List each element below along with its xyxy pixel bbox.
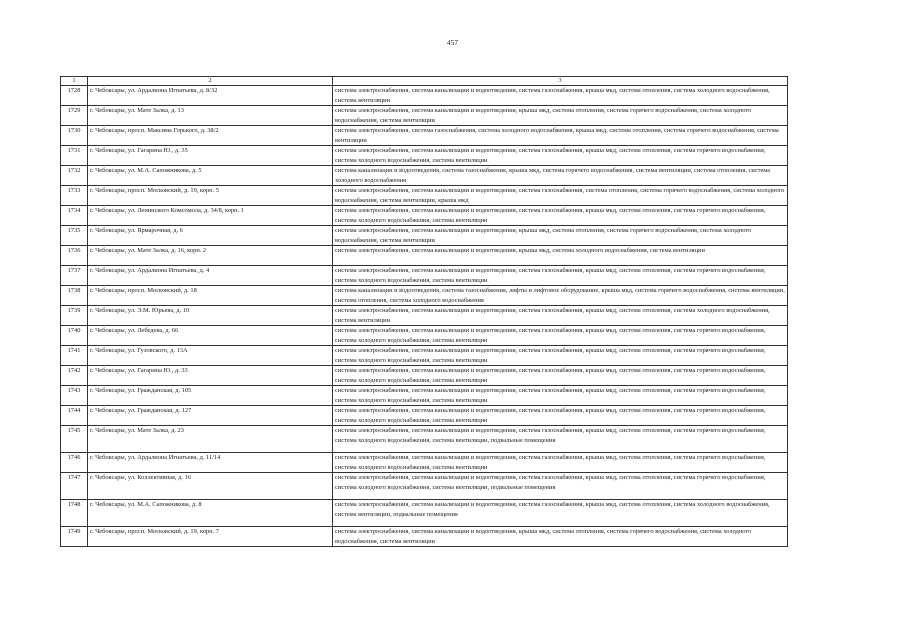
table-row	[61, 453, 788, 473]
row-number: 1740	[61, 326, 88, 346]
table-row	[61, 500, 788, 527]
row-systems: система электроснабжения, система канализации и водоотведения, система газоснабжения, крыша мкд, система отопления, система горячего водоснабжения, система холодного водоснабжения, система вентиляции	[333, 386, 788, 406]
row-number: 1746	[61, 453, 88, 473]
row-number: 1748	[61, 500, 88, 527]
row-address: г. Чебоксары, ул. Мате Залка, д. 23	[88, 426, 333, 453]
table-row	[61, 86, 788, 106]
row-address: г. Чебоксары, ул. Мате Залка, д. 16, корп. 2	[88, 246, 333, 266]
table-row	[61, 246, 788, 266]
row-number: 1734	[61, 206, 88, 226]
table-header	[61, 77, 788, 86]
row-number: 1730	[61, 126, 88, 146]
row-number: 1747	[61, 473, 88, 500]
table-row	[61, 527, 788, 547]
row-address: г. Чебоксары, ул. Ярмарочная, д. 6	[88, 226, 333, 246]
row-number: 1739	[61, 306, 88, 326]
row-number: 1744	[61, 406, 88, 426]
table-row	[61, 406, 788, 426]
row-number: 1745	[61, 426, 88, 453]
row-systems: система электроснабжения, система канализации и водоотведения, система газоснабжения, крыша мкд, система отопления, система горячего водоснабжения, система холодного водоснабжения, система вентиляции	[333, 453, 788, 473]
row-systems: система канализации и водоотведения, система газоснабжения, крыша мкд, система горячего водоснабжения, система вентиляции, система отопления, система холодного водоснабжения	[333, 166, 788, 186]
row-systems: система электроснабжения, система канализации и водоотведения, система газоснабжения, система отопления, система горячего водоснабжения, система холодного водоснабжения, система вентиляции, крыша мкд	[333, 186, 788, 206]
column-header-2: 2	[88, 77, 333, 86]
table-row	[61, 346, 788, 366]
housing-register-table	[60, 76, 788, 547]
table-row	[61, 426, 788, 453]
row-number: 1733	[61, 186, 88, 206]
row-systems: система электроснабжения, система канализации и водоотведения, система газоснабжения, крыша мкд, система отопления, система горячего водоснабжения, система холодного водоснабжения, система вентиляции, подвальные помещения	[333, 473, 788, 500]
row-address: г. Чебоксары, ул. М.А. Сапожникова, д. 5	[88, 166, 333, 186]
row-systems: система электроснабжения, система канализации и водоотведения, система газоснабжения, крыша мкд, система отопления, система холодного водоснабжения, система вентиляции	[333, 86, 788, 106]
table-row	[61, 126, 788, 146]
row-address: г. Чебоксары, просп. Московский, д. 18	[88, 286, 333, 306]
column-header-3: 3	[333, 77, 788, 86]
row-number: 1737	[61, 266, 88, 286]
row-systems: система электроснабжения, система канализации и водоотведения, крыша мкд, система холодного водоснабжения, система вентиляции	[333, 246, 788, 266]
row-address: г. Чебоксары, ул. М.А. Сапожникова, д. 8	[88, 500, 333, 527]
table-row	[61, 473, 788, 500]
table-row	[61, 326, 788, 346]
table-row	[61, 306, 788, 326]
row-address: г. Чебоксары, ул. Ленинского Комсомола, д. 34/8, корп. 1	[88, 206, 333, 226]
header-row	[61, 77, 788, 86]
row-number: 1749	[61, 527, 88, 547]
row-address: г. Чебоксары, ул. Гагарина Ю., д. 35	[88, 146, 333, 166]
row-systems: система электроснабжения, система газоснабжения, система холодного водоснабжения, крыша мкд, система отопления, система горячего водоснабжения, система вентиляции	[333, 126, 788, 146]
row-address: г. Чебоксары, ул. Мате Залка, д. 13	[88, 106, 333, 126]
row-number: 1729	[61, 106, 88, 126]
row-address: г. Чебоксары, ул. Ардалиона Игнатьева, д. 4	[88, 266, 333, 286]
row-systems: система электроснабжения, система канализации и водоотведения, крыша мкд, система отопления, система горячего водоснабжения, система холодного водоснабжения, система вентиляции	[333, 527, 788, 547]
row-number: 1728	[61, 86, 88, 106]
row-address: г. Чебоксары, просп. Московский, д. 19, корп. 7	[88, 527, 333, 547]
row-address: г. Чебоксары, ул. Гражданская, д. 127	[88, 406, 333, 426]
table-row	[61, 206, 788, 226]
row-systems: система канализации и водоотведения, система газоснабжения, лифты и лифтовое оборудование, крыша мкд, система горячего водоснабжения, система вентиляции, система отопления, система холодного водоснабжения	[333, 286, 788, 306]
row-systems: система электроснабжения, система канализации и водоотведения, система газоснабжения, крыша мкд, система отопления, система холодного водоснабжения, система вентиляции	[333, 306, 788, 326]
row-address: г. Чебоксары, просп. Московский, д. 19, корп. 5	[88, 186, 333, 206]
row-systems: система электроснабжения, система канализации и водоотведения, система газоснабжения, крыша мкд, система отопления, система горячего водоснабжения, система холодного водоснабжения, система вентиляции	[333, 206, 788, 226]
row-systems: система электроснабжения, система канализации и водоотведения, система газоснабжения, крыша мкд, система отопления, система горячего водоснабжения, система холодного водоснабжения, система вентиляции	[333, 326, 788, 346]
row-systems: система электроснабжения, система канализации и водоотведения, система газоснабжения, крыша мкд, система отопления, система горячего водоснабжения, система холодного водоснабжения, система вентиляции	[333, 146, 788, 166]
table-body	[61, 86, 788, 547]
table-row	[61, 166, 788, 186]
row-systems: система электроснабжения, система канализации и водоотведения, система газоснабжения, крыша мкд, система отопления, система горячего водоснабжения, система холодного водоснабжения, система вентиляции	[333, 366, 788, 386]
row-systems: система электроснабжения, система канализации и водоотведения, система газоснабжения, крыша мкд, система отопления, система холодного водоснабжения, система вентиляции, подвальные помещения	[333, 500, 788, 527]
row-systems: система электроснабжения, система канализации и водоотведения, крыша мкд, система отопления, система горячего водоснабжения, система холодного водоснабжения, система вентиляции	[333, 226, 788, 246]
row-number: 1742	[61, 366, 88, 386]
row-systems: система электроснабжения, система канализации и водоотведения, система газоснабжения, крыша мкд, система отопления, система горячего водоснабжения, система холодного водоснабжения, система вентиляции, подвальные помещения	[333, 426, 788, 453]
row-number: 1732	[61, 166, 88, 186]
table-row	[61, 266, 788, 286]
row-systems: система электроснабжения, система канализации и водоотведения, крыша мкд, система отопления, система горячего водоснабжения, система холодного водоснабжения, система вентиляции	[333, 106, 788, 126]
table-row	[61, 366, 788, 386]
row-number: 1741	[61, 346, 88, 366]
row-address: г. Чебоксары, ул. Лебедева, д. 66	[88, 326, 333, 346]
row-number: 1743	[61, 386, 88, 406]
row-address: г. Чебоксары, ул. Гагарина Ю., д. 33	[88, 366, 333, 386]
row-address: г. Чебоксары, ул. Гражданская, д. 105	[88, 386, 333, 406]
row-address: г. Чебоксары, просп. Максима Горького, д. 38/2	[88, 126, 333, 146]
table-row	[61, 146, 788, 166]
table-row	[61, 106, 788, 126]
row-address: г. Чебоксары, ул. Ардалиона Игнатьева, д. 11/14	[88, 453, 333, 473]
table-row	[61, 186, 788, 206]
page-number: 457	[446, 38, 459, 47]
table-row	[61, 386, 788, 406]
row-systems: система электроснабжения, система канализации и водоотведения, система газоснабжения, крыша мкд, система отопления, система горячего водоснабжения, система холодного водоснабжения, система вентиляции	[333, 346, 788, 366]
row-systems: система электроснабжения, система канализации и водоотведения, система газоснабжения, крыша мкд, система отопления, система горячего водоснабжения, система холодного водоснабжения, система вентиляции	[333, 266, 788, 286]
table-row	[61, 286, 788, 306]
row-number: 1736	[61, 246, 88, 266]
row-systems: система электроснабжения, система канализации и водоотведения, система газоснабжения, крыша мкд, система отопления, система горячего водоснабжения, система холодного водоснабжения, система вентиляции	[333, 406, 788, 426]
row-address: г. Чебоксары, ул. Э.М. Юрьева, д. 10	[88, 306, 333, 326]
row-number: 1731	[61, 146, 88, 166]
row-address: г. Чебоксары, ул. Ардалиона Игнатьева, д. 8/32	[88, 86, 333, 106]
row-number: 1738	[61, 286, 88, 306]
column-header-1: 1	[61, 77, 88, 86]
row-address: г. Чебоксары, ул. Коллективная, д. 16	[88, 473, 333, 500]
table-row	[61, 226, 788, 246]
row-address: г. Чебоксары, ул. Гузовского, д. 13А	[88, 346, 333, 366]
row-number: 1735	[61, 226, 88, 246]
